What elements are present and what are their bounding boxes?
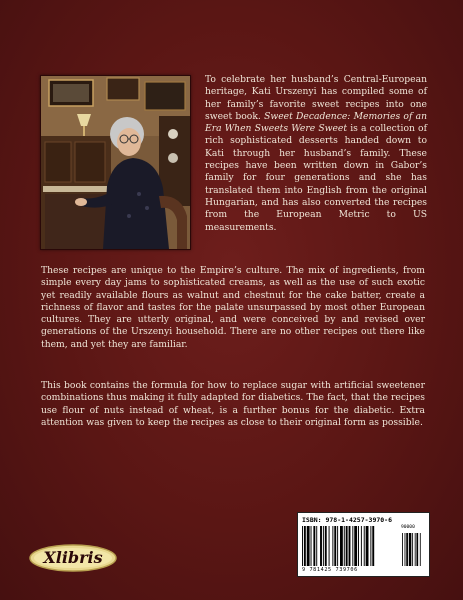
intro-text-end: is a collection of rich sophisticated desserts handed down to Kati through her husband’s family. These recipes have been written down in Gabor’s family for four generations and she has translated them into English from the original Hungarian, and has also converted the recipes from the European Metric to US measurements. xyxy=(205,123,427,233)
barcode-bar xyxy=(337,526,338,566)
barcode-addon-bar xyxy=(412,533,413,566)
author-photo xyxy=(40,75,191,250)
intro-text-start: To celebrate her husband’s Central-European heritage, Kati Urszenyi has compiled some of her family’s favorite sweet recipes into one sweet book. xyxy=(205,74,427,122)
barcode-bar xyxy=(325,526,327,566)
barcode-bar xyxy=(320,526,322,566)
intro-paragraph xyxy=(205,74,427,234)
barcode-bar xyxy=(304,526,306,566)
barcode-bar xyxy=(329,526,330,566)
publisher-name: Xlibris xyxy=(43,548,103,567)
barcode-addon-bar xyxy=(406,533,408,566)
recipes-paragraph: These recipes are unique to the Empire’s culture. The mix of ingredients, from simple every day jams to sophisticated creams, as well as the use of such exotic yet readily available flours as walnut and chestnut for the cake batter, create a richness of flavor and tastes for the palate unsurpassed by most other European cultures. They are utterly original, and were conceived by and revised over generations of the Urszenyi household. There are no other recipes out there like them, and yet they are familiar. xyxy=(41,265,425,350)
isbn-barcode xyxy=(297,512,430,577)
barcode-addon-bar xyxy=(420,533,421,566)
barcode-bar xyxy=(366,526,369,566)
barcode-bar xyxy=(372,526,374,566)
barcode-bar xyxy=(346,526,348,566)
publisher-logo xyxy=(28,543,118,573)
barcode-bar xyxy=(302,526,303,566)
barcode-addon-bar xyxy=(416,533,418,566)
barcode-bar xyxy=(323,526,324,566)
barcode-bar xyxy=(340,526,343,566)
barcode-bar xyxy=(361,526,362,566)
barcode-bar xyxy=(364,526,365,566)
barcode-bar xyxy=(358,526,359,566)
barcode-bar xyxy=(307,526,310,566)
barcode-bars xyxy=(302,526,425,566)
barcode-bar xyxy=(316,526,317,566)
barcode-digits: 9 781425 739706 xyxy=(302,567,358,573)
barcode-bar xyxy=(352,526,353,566)
barcode-bar xyxy=(313,526,315,566)
barcode-bar xyxy=(334,526,336,566)
barcode-bar xyxy=(349,526,351,566)
barcode-addon-bar xyxy=(405,533,406,566)
barcode-addon-bar xyxy=(415,533,416,566)
diabetic-paragraph: This book contains the formula for how to replace sugar with artificial sweetener combinations thus making it fully adapted for diabetics. The fact, that the recipes use flour of nuts instead of wheat, is a further bonus for the diabetic. Extra attention was given to keep the recipes as close to their original form as possible. xyxy=(41,380,425,428)
isbn-label: ISBN: 978-1-4257-3970-6 xyxy=(302,516,393,524)
barcode-addon-bar xyxy=(402,533,403,566)
barcode-addon-digits: 90000 xyxy=(401,525,415,530)
barcode-bar xyxy=(311,526,312,566)
barcode-bar xyxy=(344,526,345,566)
barcode-bar xyxy=(370,526,371,566)
book-title: Sweet Decadence: Memories of an Era When Sweets Were Sweet xyxy=(205,110,427,135)
barcode-bar xyxy=(332,526,333,566)
barcode-bar xyxy=(354,526,357,566)
barcode-addon-bar xyxy=(409,533,412,566)
